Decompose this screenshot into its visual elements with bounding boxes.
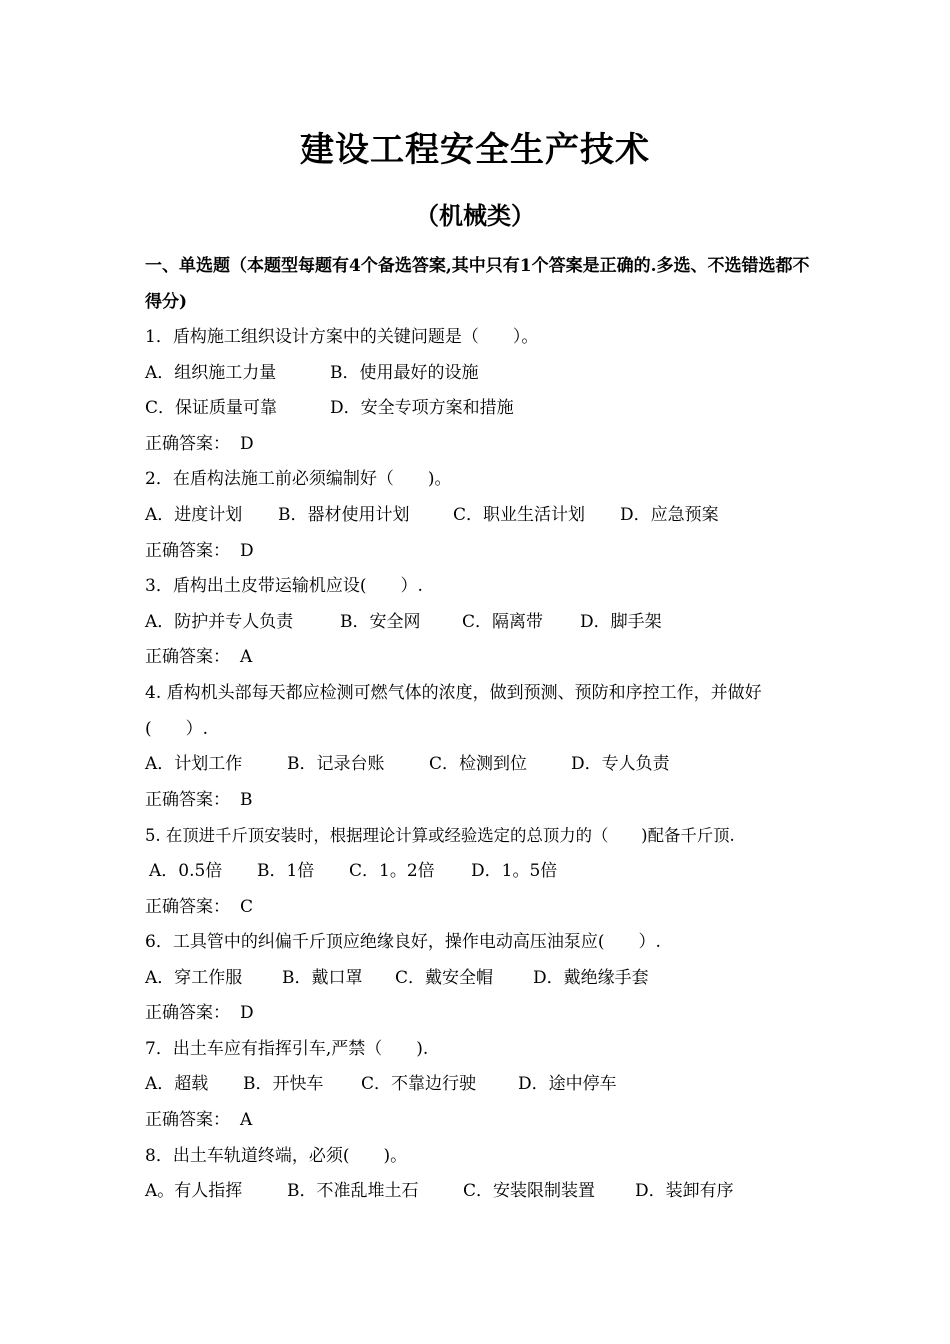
answer-line <box>145 534 815 570</box>
document-body <box>145 248 815 1210</box>
option: D．应急预案 <box>620 504 719 525</box>
option-line <box>145 961 815 997</box>
answer-label: 正确答案： <box>145 1110 230 1131</box>
option: C．戴安全帽 <box>395 967 494 988</box>
option: B．器材使用计划 <box>278 504 410 525</box>
option: C．职业生活计划 <box>453 504 586 525</box>
answer-label: 正确答案： <box>145 896 230 917</box>
option: B．记录台账 <box>287 754 385 775</box>
option: D．1。5倍 <box>471 860 558 881</box>
question-stem: 5. 在顶进千斤顶安装时，根据理论计算或经验选定的总顶力的（ )配备千斤顶. <box>145 826 735 846</box>
option: B．不准乱堆土石 <box>287 1181 419 1202</box>
question-stem: 3．盾构出土皮带运输机应设( ）. <box>145 576 423 597</box>
option: A．0.5倍 <box>149 860 223 881</box>
section-header: 一、单选题（本题型每题有4个备选答案,其中只有1个答案是正确的.多选、不选错选都不得分) <box>145 256 810 312</box>
answer-value: D <box>240 540 254 561</box>
option: A。有人指挥 <box>145 1181 243 1202</box>
answer-label: 正确答案： <box>145 540 230 561</box>
question-stem: 4. 盾构机头部每天都应检测可燃气体的浓度，做到预测、预防和序控工作，并做好( ）. <box>145 682 762 739</box>
option-line <box>145 1067 815 1103</box>
answer-label: 正确答案： <box>145 1003 230 1024</box>
option: A．穿工作服 <box>145 967 243 988</box>
option: D．装卸有序 <box>635 1181 734 1202</box>
question-stem: 8．出土车轨道终端，必须( )。 <box>145 1145 408 1166</box>
answer-line <box>145 427 815 463</box>
option: C．1。2倍 <box>349 860 435 881</box>
option: C．安装限制装置 <box>463 1181 596 1202</box>
option-line <box>145 854 815 890</box>
answer-value: A <box>240 647 253 668</box>
option-line <box>145 356 815 392</box>
option: A．组织施工力量 <box>145 362 277 383</box>
answer-line <box>145 640 815 676</box>
document-subtitle: （机械类） <box>415 201 535 230</box>
answer-value: A <box>240 1110 253 1131</box>
answer-line <box>145 890 815 926</box>
option: B．使用最好的设施 <box>330 362 479 383</box>
question-stem: 6．工具管中的纠偏千斤顶应绝缘良好，操作电动高压油泵应( ）. <box>145 932 661 953</box>
answer-value: B <box>240 789 253 810</box>
question-stem: 1．盾构施工组织设计方案中的关键问题是（ ）。 <box>145 327 539 347</box>
option: A．超载 <box>145 1074 209 1095</box>
option: D．安全专项方案和措施 <box>330 398 514 419</box>
option: C．检测到位 <box>429 754 528 775</box>
option: D．脚手架 <box>580 611 662 632</box>
answer-line <box>145 783 815 819</box>
question-stem: 2．在盾构法施工前必须编制好（ )。 <box>145 469 452 490</box>
option: D．专人负责 <box>571 754 670 775</box>
answer-value: C <box>240 896 254 917</box>
answer-label: 正确答案： <box>145 433 230 454</box>
option: D．途中停车 <box>518 1074 617 1095</box>
option: B．1倍 <box>257 860 315 881</box>
option: B．安全网 <box>340 611 421 632</box>
option: D．戴绝缘手套 <box>533 967 649 988</box>
option: B．开快车 <box>243 1074 324 1095</box>
option-line <box>145 605 815 641</box>
answer-line <box>145 1103 815 1139</box>
answer-label: 正确答案： <box>145 647 230 668</box>
option: C．保证质量可靠 <box>145 398 278 419</box>
answer-label: 正确答案： <box>145 789 230 810</box>
option-line <box>145 747 815 783</box>
option-line <box>145 391 815 427</box>
option: A．防护并专人负责 <box>145 611 294 632</box>
option: B．戴口罩 <box>282 967 363 988</box>
answer-value: D <box>240 1003 254 1024</box>
option: C．不靠边行驶 <box>361 1074 477 1095</box>
option-line <box>145 1174 815 1210</box>
option: C．隔离带 <box>462 611 544 632</box>
question-stem: 7．出土车应有指挥引车,严禁（ ). <box>145 1038 429 1059</box>
document-title: 建设工程安全生产技术 <box>300 130 650 170</box>
answer-line <box>145 996 815 1032</box>
option: A．进度计划 <box>145 504 243 525</box>
answer-value: D <box>240 433 254 454</box>
option-line <box>145 498 815 534</box>
option: A．计划工作 <box>145 754 243 775</box>
